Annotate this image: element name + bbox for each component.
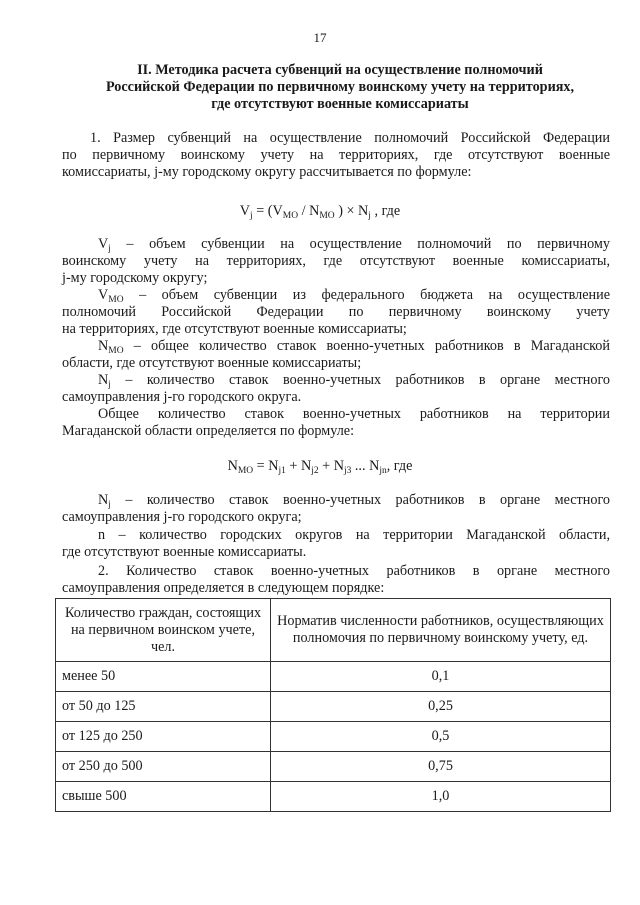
text-line: области, где отсутствуют военные комиссариаты;	[62, 355, 362, 371]
text-line: Общее количество ставок военно-учетных работников на территории	[98, 406, 610, 422]
table-cell-range: от 50 до 125	[56, 692, 271, 722]
text-line: $N_j$ – количество ставок военно-учетных работников в органе местного	[98, 492, 610, 510]
paragraph-2	[62, 406, 610, 440]
table-header-row	[56, 599, 611, 662]
definition-vj	[62, 236, 610, 287]
text-line: где отсутствуют военные комиссариаты.	[62, 544, 307, 560]
table-cell-range: свыше 500	[56, 782, 271, 812]
definition-nj-2	[62, 492, 610, 526]
table-cell-range: менее 50	[56, 662, 271, 692]
text-line: Магаданской области определяется по формуле:	[62, 423, 355, 439]
column-header-norm: Норматив численности работников, осуществляющих полномочия по первичному воинскому учету, ед.	[271, 599, 611, 662]
text-line: $N_{МО}$ – общее количество ставок военно-учетных работников в Магаданской	[98, 338, 610, 356]
text-line: 1. Размер субвенций на осуществление полномочий Российской Федерации	[90, 130, 610, 146]
heading-line: II. Методика расчета субвенций на осуществление полномочий	[137, 62, 543, 78]
text-line: n – количество городских округов на территории Магаданской области,	[98, 527, 610, 543]
text-line: на территориях, где отсутствуют военные комиссариаты;	[62, 321, 407, 337]
table-cell-norm: 1,0	[271, 782, 611, 812]
table-cell-range: от 125 до 250	[56, 722, 271, 752]
formula-total-rates: $N_{МО} = N_{j1} + N_{j2} + N_{j3}$ ... $N_{jn}$, где	[227, 458, 413, 476]
text-line: самоуправления j-го городского округа.	[62, 389, 302, 405]
table-row	[56, 662, 611, 692]
text-line: j-му городскому округу;	[62, 270, 208, 286]
heading-line: где отсутствуют военные комиссариаты	[211, 96, 469, 112]
text-line: полномочий Российской Федерации по первичному воинскому учету	[62, 304, 610, 320]
text-line: самоуправления j-го городского округа;	[62, 509, 302, 525]
definition-nj	[62, 372, 610, 406]
text-line: $V_{МО}$ – объем субвенции из федерального бюджета на осуществление	[98, 287, 610, 305]
section-heading	[70, 62, 610, 113]
text-line: по первичному воинскому учету на территориях, где отсутствуют военные	[62, 147, 610, 163]
text-line: комиссариаты, j-му городскому округу рассчитывается по формуле:	[62, 164, 472, 180]
table-row	[56, 692, 611, 722]
text-line: воинскому учету на территориях, где отсутствуют военные комиссариаты,	[62, 253, 610, 269]
paragraph-3	[62, 563, 610, 597]
table-cell-norm: 0,1	[271, 662, 611, 692]
formula-subvention: $V_j = (V_{МО} / N_{МО}$ ) × $N_j$ , где	[239, 203, 401, 221]
page-number: 17	[313, 30, 327, 45]
text-line: $N_j$ – количество ставок военно-учетных работников в органе местного	[98, 372, 610, 390]
text-line: 2. Количество ставок военно-учетных работников в органе местного	[98, 563, 610, 579]
paragraph-1	[62, 130, 610, 181]
table-row	[56, 782, 611, 812]
definition-nmo	[62, 338, 610, 372]
definition-vmo	[62, 287, 610, 338]
norms-table	[55, 598, 611, 812]
column-header-citizens: Количество граждан, состоящих на первичном воинском учете, чел.	[56, 599, 271, 662]
table-cell-norm: 0,25	[271, 692, 611, 722]
table-cell-range: от 250 до 500	[56, 752, 271, 782]
table-row	[56, 752, 611, 782]
heading-line: Российской Федерации по первичному воинскому учету на территориях,	[105, 79, 575, 95]
text-line: $V_j$ – объем субвенции на осуществление полномочий по первичному	[98, 236, 610, 254]
text-line: самоуправления определяется в следующем порядке:	[62, 580, 385, 596]
table-cell-norm: 0,5	[271, 722, 611, 752]
table-cell-norm: 0,75	[271, 752, 611, 782]
definition-n	[62, 527, 610, 561]
table-row	[56, 722, 611, 752]
